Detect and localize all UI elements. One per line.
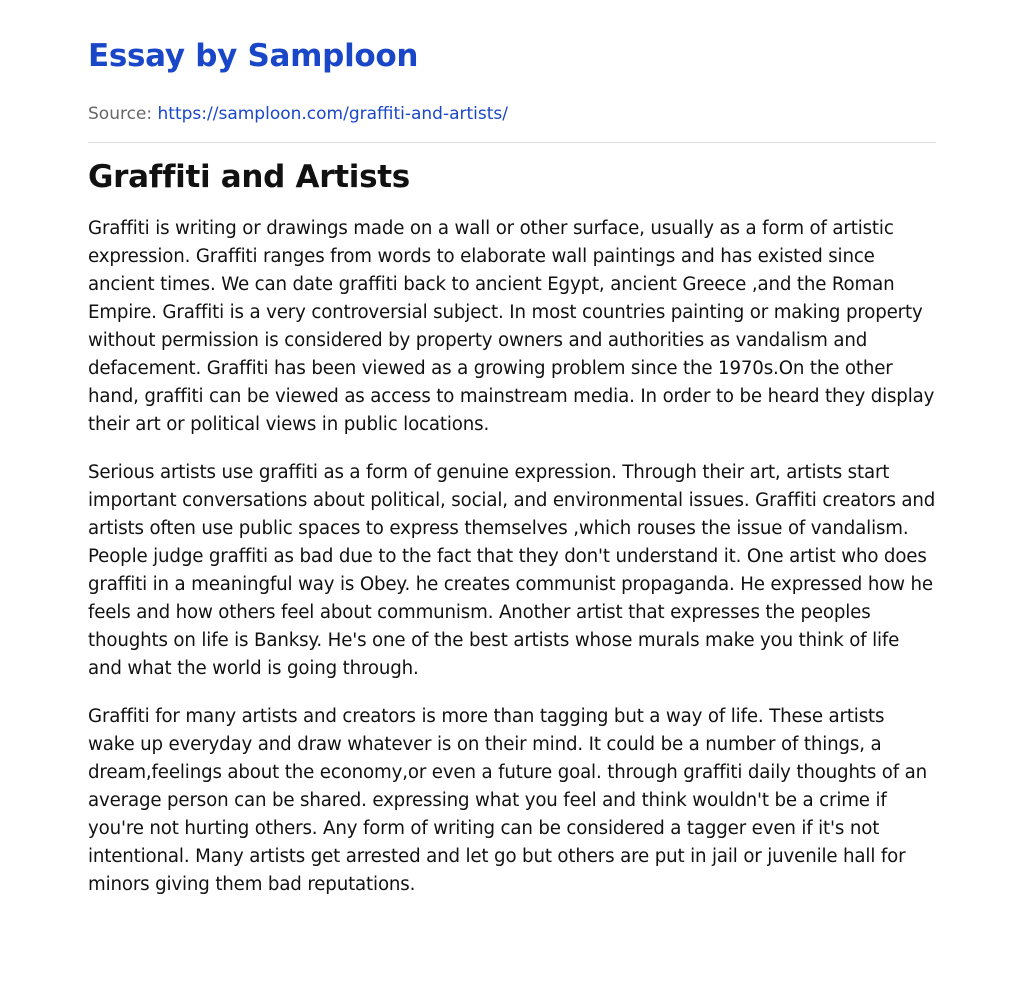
- source-line: [88, 102, 936, 126]
- essay-body: [88, 215, 936, 899]
- divider: [88, 142, 936, 143]
- brand-heading: Essay by Samploon: [88, 38, 419, 74]
- essay-page: [88, 0, 936, 899]
- source-label: Source:: [88, 104, 153, 124]
- essay-paragraph: Graffiti for many artists and creators is more than tagging but a way of life. These artists wake up everyday and draw whatever is on their mind. It could be a number of things, a dream,feelings about the economy,or even a future goal. through graffiti daily thoughts of an average person can be shared. expressing what you feel and think wouldn't be a crime if you're not hurting others. Any form of writing can be considered a tagger even if it's not intentional. Many artists get arrested and let go but others are put in jail or juvenile hall for minors giving them bad reputations.: [88, 706, 928, 895]
- essay-title: Graffiti and Artists: [88, 159, 410, 195]
- essay-paragraph: Graffiti is writing or drawings made on a wall or other surface, usually as a form of artistic expression. Graffiti ranges from words to elaborate wall paintings and has existed since ancient times. We can date graffiti back to ancient Egypt, ancient Greece ,and the Roman Empire. Graffiti is a very controversial subject. In most countries painting or making property without permission is considered by property owners and authorities as vandalism and defacement. Graffiti has been viewed as a growing problem since the 1970s.On the other hand, graffiti can be viewed as access to mainstream media. In order to be heard they display their art or political views in public locations.: [88, 218, 935, 435]
- source-link[interactable]: https://samploon.com/graffiti-and-artists/: [157, 104, 509, 124]
- essay-paragraph: Serious artists use graffiti as a form of genuine expression. Through their art, artists start important conversations about political, social, and environmental issues. Graffiti creators and artists often use public spaces to express themselves ,which rouses the issue of vandalism. People judge graffiti as bad due to the fact that they don't understand it. One artist who does graffiti in a meaningful way is Obey. he creates communist propaganda. He expressed how he feels and how others feel about communism. Another artist that expresses the peoples thoughts on life is Banksy. He's one of the best artists whose murals make you think of life and what the world is going through.: [88, 462, 936, 679]
